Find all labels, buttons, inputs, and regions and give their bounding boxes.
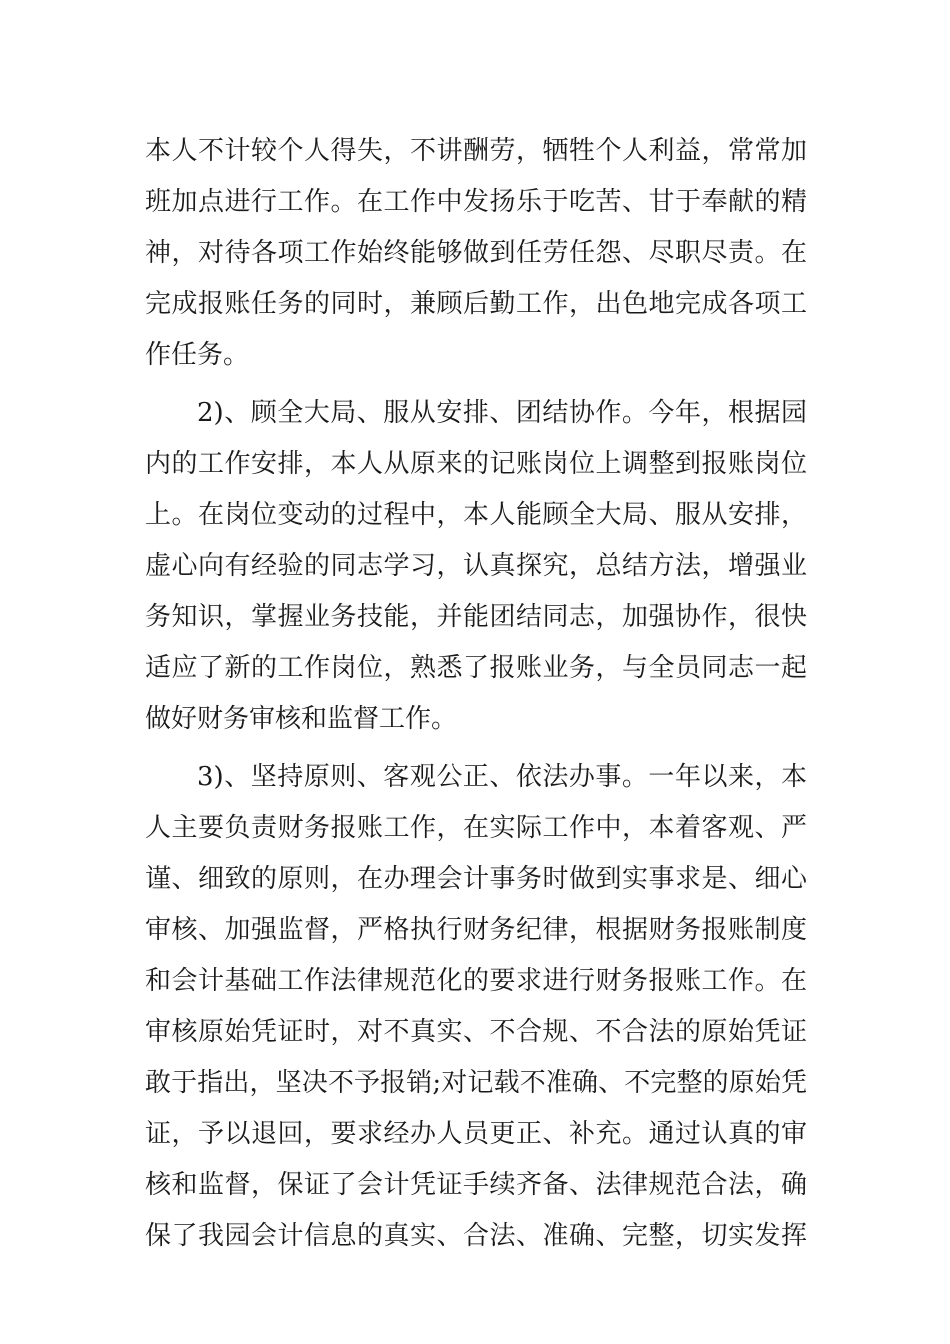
paragraph-line: 人主要负责财务报账工作，在实际工作中，本着客观、严 (145, 813, 807, 843)
paragraph-line: 完成报账任务的同时，兼顾后勤工作，出色地完成各项工 (145, 289, 807, 319)
paragraph-3 (145, 752, 807, 1262)
paragraph-line: 班加点进行工作。在工作中发扬乐于吃苦、甘于奉献的精 (145, 187, 807, 217)
paragraph-line: 本人不计较个人得失，不讲酬劳，牺牲个人利益，常常加 (145, 136, 807, 166)
paragraph-line: 内的工作安排，本人从原来的记账岗位上调整到报账岗位 (145, 449, 807, 479)
paragraph-line: 敢于指出，坚决不予报销;对记载不准确、不完整的原始凭 (145, 1068, 807, 1098)
paragraph-line: 谨、细致的原则，在办理会计事务时做到实事求是、细心 (145, 864, 807, 894)
paragraph-line: 保了我园会计信息的真实、合法、准确、完整，切实发挥 (145, 1221, 807, 1251)
paragraph-line: 和会计基础工作法律规范化的要求进行财务报账工作。在 (145, 966, 807, 996)
paragraph-2 (145, 388, 807, 745)
paragraph-line: 审核、加强监督，严格执行财务纪律，根据财务报账制度 (145, 915, 807, 945)
paragraph-1 (145, 126, 807, 381)
paragraph-line: 务知识，掌握业务技能，并能团结同志，加强协作，很快 (145, 602, 807, 632)
paragraph-line: 作任务。 (145, 340, 250, 370)
paragraph-line: 做好财务审核和监督工作。 (145, 704, 458, 734)
paragraph-line: 3)、坚持原则、客观公正、依法办事。一年以来，本 (197, 762, 807, 792)
paragraph-line: 证，予以退回，要求经办人员更正、补充。通过认真的审 (145, 1119, 807, 1149)
document-body (145, 126, 807, 1262)
paragraph-line: 上。在岗位变动的过程中，本人能顾全大局、服从安排， (145, 500, 807, 530)
paragraph-line: 神，对待各项工作始终能够做到任劳任怨、尽职尽责。在 (145, 238, 807, 268)
paragraph-line: 审核原始凭证时，对不真实、不合规、不合法的原始凭证 (145, 1017, 807, 1047)
paragraph-line: 核和监督，保证了会计凭证手续齐备、法律规范合法，确 (145, 1170, 807, 1200)
paragraph-line: 适应了新的工作岗位，熟悉了报账业务，与全员同志一起 (145, 653, 807, 683)
paragraph-line: 虚心向有经验的同志学习，认真探究，总结方法，增强业 (145, 551, 807, 581)
paragraph-line: 2)、顾全大局、服从安排、团结协作。今年，根据园 (197, 398, 807, 428)
